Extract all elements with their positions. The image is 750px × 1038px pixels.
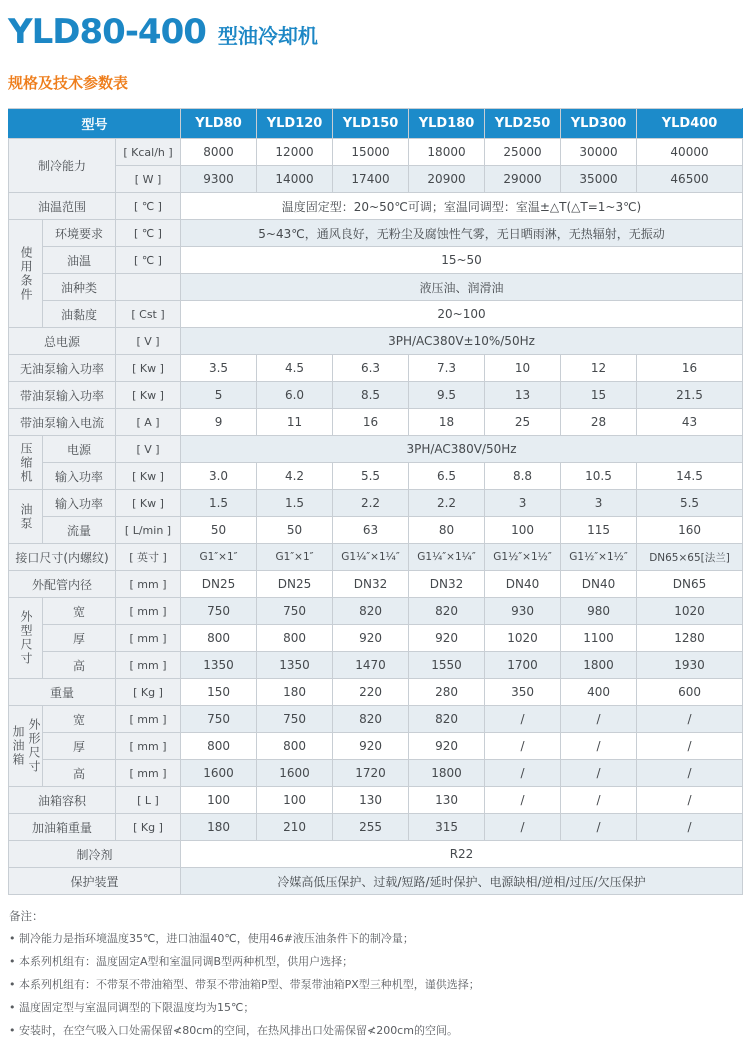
cell-value: / <box>637 787 743 814</box>
cell-value: 28 <box>561 409 637 436</box>
cell-value: 180 <box>181 814 257 841</box>
row-label: 油黏度 <box>43 301 116 328</box>
row-group-label <box>9 436 43 490</box>
cell-value: 1.5 <box>181 490 257 517</box>
cell-value: G1″×1″ <box>181 544 257 571</box>
cell-value: 46500 <box>637 166 743 193</box>
cell-value: 6.5 <box>409 463 485 490</box>
table-row <box>9 274 743 301</box>
cell-value: 10 <box>485 355 561 382</box>
row-label: 厚 <box>43 625 116 652</box>
row-label: 重量 <box>9 679 116 706</box>
table-row <box>9 571 743 598</box>
cell-value: 11 <box>257 409 333 436</box>
cell-value: 750 <box>257 598 333 625</box>
cell-value: 17400 <box>333 166 409 193</box>
table-row <box>9 436 743 463</box>
cell-value: 3 <box>561 490 637 517</box>
row-unit: [ mm ] <box>116 706 181 733</box>
row-unit <box>116 274 181 301</box>
group-label-text: 使用条件 <box>19 245 33 302</box>
table-row <box>9 490 743 517</box>
table-row <box>9 301 743 328</box>
row-label: 电源 <box>43 436 116 463</box>
spec-table-head <box>9 109 743 139</box>
row-group-label <box>9 220 43 328</box>
row-label: 油温 <box>43 247 116 274</box>
cell-value: 800 <box>181 733 257 760</box>
page-title-model: YLD80-400 <box>8 12 206 52</box>
table-row <box>9 382 743 409</box>
cell-value: 3 <box>485 490 561 517</box>
table-row <box>9 517 743 544</box>
cell-value: 130 <box>333 787 409 814</box>
table-header-yld120: YLD120 <box>257 109 333 139</box>
cell-value: 5.5 <box>333 463 409 490</box>
merged-value: 15~50 <box>181 247 743 274</box>
merged-value: 5~43℃，通风良好，无粉尘及腐蚀性气雾，无日晒雨淋，无热辐射，无振动 <box>181 220 743 247</box>
cell-value: 8.5 <box>333 382 409 409</box>
merged-value: 3PH/AC380V±10%/50Hz <box>181 328 743 355</box>
merged-value: 温度固定型：20~50℃可调；室温同调型：室温±△T(△T=1~3℃) <box>181 193 743 220</box>
table-row <box>9 247 743 274</box>
row-unit: [ Kw ] <box>116 355 181 382</box>
cell-value: / <box>561 787 637 814</box>
cell-value: G1¼″×1¼″ <box>333 544 409 571</box>
merged-value: 冷媒高低压保护、过载/短路/延时保护、电源缺相/逆相/过压/欠压保护 <box>181 868 743 895</box>
group-label-text: 压缩机 <box>19 441 33 484</box>
cell-value: / <box>561 706 637 733</box>
cell-value: 1600 <box>257 760 333 787</box>
cell-value: 1.5 <box>257 490 333 517</box>
row-unit: [ ℃ ] <box>116 193 181 220</box>
cell-value: / <box>561 760 637 787</box>
cell-value: 820 <box>333 706 409 733</box>
cell-value: 8000 <box>181 139 257 166</box>
note-item: • 安装时，在空气吸入口处需保留≮80cm的空间，在热风排出口处需保留≮200cm的空间。 <box>9 1022 742 1038</box>
row-unit: [ Cst ] <box>116 301 181 328</box>
cell-value: 20900 <box>409 166 485 193</box>
cell-value: 100 <box>485 517 561 544</box>
row-unit: [ Kg ] <box>116 814 181 841</box>
cell-value: DN25 <box>181 571 257 598</box>
table-row <box>9 220 743 247</box>
cell-value: / <box>485 760 561 787</box>
cell-value: 750 <box>181 598 257 625</box>
cell-value: 80 <box>409 517 485 544</box>
cell-value: DN25 <box>257 571 333 598</box>
row-label: 带油泵输入功率 <box>9 382 116 409</box>
row-label: 无油泵输入功率 <box>9 355 116 382</box>
table-header-model: 型号 <box>9 109 181 139</box>
cell-value: 5.5 <box>637 490 743 517</box>
cell-value: 750 <box>257 706 333 733</box>
table-header-yld150: YLD150 <box>333 109 409 139</box>
cell-value: G1½″×1½″ <box>485 544 561 571</box>
cell-value: 210 <box>257 814 333 841</box>
cell-value: 750 <box>181 706 257 733</box>
cell-value: 600 <box>637 679 743 706</box>
cell-value: 1800 <box>561 652 637 679</box>
cell-value: 40000 <box>637 139 743 166</box>
row-group-label <box>9 490 43 544</box>
table-row <box>9 733 743 760</box>
row-label: 流量 <box>43 517 116 544</box>
row-unit: [ L ] <box>116 787 181 814</box>
cell-value: 4.2 <box>257 463 333 490</box>
spec-table-header-row <box>9 109 743 139</box>
table-row <box>9 166 743 193</box>
cell-value: 255 <box>333 814 409 841</box>
group-label-text: 外型尺寸 <box>19 610 33 666</box>
row-label: 输入功率 <box>43 490 116 517</box>
cell-value: / <box>485 733 561 760</box>
note-item: • 本系列机组有：温度固定A型和室温同调B型两种机型，供用户选择； <box>9 953 742 969</box>
row-unit: [ 英寸 ] <box>116 544 181 571</box>
row-label: 制冷能力 <box>9 139 116 193</box>
cell-value: 35000 <box>561 166 637 193</box>
cell-value: 29000 <box>485 166 561 193</box>
cell-value: 2.2 <box>333 490 409 517</box>
cell-value: 160 <box>637 517 743 544</box>
cell-value: 150 <box>181 679 257 706</box>
table-row <box>9 193 743 220</box>
cell-value: / <box>561 814 637 841</box>
cell-value: / <box>637 814 743 841</box>
cell-value: 100 <box>257 787 333 814</box>
row-unit: [ V ] <box>116 328 181 355</box>
row-label: 宽 <box>43 598 116 625</box>
row-label: 环境要求 <box>43 220 116 247</box>
spec-table <box>8 108 743 895</box>
cell-value: 1350 <box>257 652 333 679</box>
table-row <box>9 787 743 814</box>
group-label-text: 油泵 <box>19 502 33 531</box>
cell-value: 115 <box>561 517 637 544</box>
cell-value: 30000 <box>561 139 637 166</box>
cell-value: 2.2 <box>409 490 485 517</box>
note-item: • 温度固定型与室温同调型的下限温度均为15℃； <box>9 999 742 1015</box>
cell-value: 15 <box>561 382 637 409</box>
cell-value: 800 <box>257 733 333 760</box>
table-row <box>9 652 743 679</box>
cell-value: DN65 <box>637 571 743 598</box>
row-unit: [ ℃ ] <box>116 247 181 274</box>
cell-value: 25 <box>485 409 561 436</box>
table-row <box>9 868 743 895</box>
cell-value: 9.5 <box>409 382 485 409</box>
row-label: 高 <box>43 652 116 679</box>
notes-section <box>8 908 742 1038</box>
cell-value: / <box>485 787 561 814</box>
cell-value: 920 <box>333 625 409 652</box>
cell-value: 10.5 <box>561 463 637 490</box>
cell-value: DN32 <box>333 571 409 598</box>
cell-value: DN32 <box>409 571 485 598</box>
cell-value: 1720 <box>333 760 409 787</box>
cell-value: DN65×65[法兰] <box>637 544 743 571</box>
cell-value: 820 <box>409 598 485 625</box>
row-unit: [ mm ] <box>116 625 181 652</box>
cell-value: 3.0 <box>181 463 257 490</box>
merged-value: R22 <box>181 841 743 868</box>
cell-value: 1350 <box>181 652 257 679</box>
row-label: 制冷剂 <box>9 841 181 868</box>
cell-value: 920 <box>333 733 409 760</box>
cell-value: 350 <box>485 679 561 706</box>
table-row <box>9 328 743 355</box>
cell-value: 6.0 <box>257 382 333 409</box>
row-label: 带油泵输入电流 <box>9 409 116 436</box>
notes-list <box>9 930 742 1038</box>
row-label: 高 <box>43 760 116 787</box>
note-item: • 本系列机组有：不带泵不带油箱型、带泵不带油箱P型、带泵带油箱PX型三种机型，谨供选择； <box>9 976 742 992</box>
cell-value: / <box>485 706 561 733</box>
row-label: 输入功率 <box>43 463 116 490</box>
cell-value: 920 <box>409 733 485 760</box>
cell-value: 16 <box>333 409 409 436</box>
row-label: 厚 <box>43 733 116 760</box>
row-label: 油温范围 <box>9 193 116 220</box>
table-header-yld180: YLD180 <box>409 109 485 139</box>
cell-value: / <box>637 706 743 733</box>
cell-value: 180 <box>257 679 333 706</box>
row-label: 油箱容积 <box>9 787 116 814</box>
merged-value: 20~100 <box>181 301 743 328</box>
cell-value: 1700 <box>485 652 561 679</box>
group-label-text: 外形尺寸 <box>27 718 41 774</box>
cell-value: 7.3 <box>409 355 485 382</box>
cell-value: DN40 <box>561 571 637 598</box>
cell-value: 1020 <box>637 598 743 625</box>
row-unit: [ L/min ] <box>116 517 181 544</box>
cell-value: G1¼″×1¼″ <box>409 544 485 571</box>
row-label: 总电源 <box>9 328 116 355</box>
cell-value: 820 <box>333 598 409 625</box>
row-label: 保护装置 <box>9 868 181 895</box>
row-unit: [ ℃ ] <box>116 220 181 247</box>
row-unit: [ Kw ] <box>116 382 181 409</box>
cell-value: 1470 <box>333 652 409 679</box>
group-label-text: 加油箱 <box>11 725 25 767</box>
row-unit: [ Kcal/h ] <box>116 139 181 166</box>
cell-value: 1280 <box>637 625 743 652</box>
cell-value: 1930 <box>637 652 743 679</box>
cell-value: 1100 <box>561 625 637 652</box>
cell-value: 13 <box>485 382 561 409</box>
cell-value: 1550 <box>409 652 485 679</box>
cell-value: 9300 <box>181 166 257 193</box>
table-header-yld250: YLD250 <box>485 109 561 139</box>
cell-value: 280 <box>409 679 485 706</box>
cell-value: 18 <box>409 409 485 436</box>
cell-value: 1800 <box>409 760 485 787</box>
cell-value: 800 <box>257 625 333 652</box>
row-label: 宽 <box>43 706 116 733</box>
row-unit: [ mm ] <box>116 598 181 625</box>
cell-value: 130 <box>409 787 485 814</box>
row-label: 加油箱重量 <box>9 814 116 841</box>
cell-value: 63 <box>333 517 409 544</box>
cell-value: 12 <box>561 355 637 382</box>
cell-value: 14000 <box>257 166 333 193</box>
cell-value: 315 <box>409 814 485 841</box>
table-row <box>9 598 743 625</box>
table-row <box>9 679 743 706</box>
page-title-suffix: 型油冷却机 <box>217 24 318 48</box>
cell-value: / <box>485 814 561 841</box>
cell-value: 50 <box>181 517 257 544</box>
cell-value: 3.5 <box>181 355 257 382</box>
row-group-label <box>9 598 43 679</box>
merged-value: 液压油、润滑油 <box>181 274 743 301</box>
table-row <box>9 544 743 571</box>
cell-value: 820 <box>409 706 485 733</box>
cell-value: 21.5 <box>637 382 743 409</box>
row-unit: [ mm ] <box>116 760 181 787</box>
row-label: 接口尺寸(内螺纹) <box>9 544 116 571</box>
table-row <box>9 814 743 841</box>
cell-value: 220 <box>333 679 409 706</box>
cell-value: 400 <box>561 679 637 706</box>
spec-table-body <box>9 139 743 895</box>
notes-title: 备注： <box>9 909 44 923</box>
cell-value: G1½″×1½″ <box>561 544 637 571</box>
table-header-yld80: YLD80 <box>181 109 257 139</box>
cell-value: 16 <box>637 355 743 382</box>
row-unit: [ Kg ] <box>116 679 181 706</box>
cell-value: G1″×1″ <box>257 544 333 571</box>
table-row <box>9 139 743 166</box>
cell-value: 25000 <box>485 139 561 166</box>
section-subtitle: 规格及技术参数表 <box>8 74 129 92</box>
row-unit: [ Kw ] <box>116 463 181 490</box>
table-row <box>9 706 743 733</box>
cell-value: DN40 <box>485 571 561 598</box>
row-group-label <box>9 706 43 787</box>
row-unit: [ W ] <box>116 166 181 193</box>
table-row <box>9 409 743 436</box>
cell-value: 4.5 <box>257 355 333 382</box>
cell-value: 43 <box>637 409 743 436</box>
row-unit: [ mm ] <box>116 733 181 760</box>
table-header-yld400: YLD400 <box>637 109 743 139</box>
note-item: • 制冷能力是指环境温度35℃，进口油温40℃，使用46#液压油条件下的制冷量； <box>9 930 742 946</box>
cell-value: 980 <box>561 598 637 625</box>
cell-value: / <box>561 733 637 760</box>
cell-value: 930 <box>485 598 561 625</box>
cell-value: 100 <box>181 787 257 814</box>
cell-value: 15000 <box>333 139 409 166</box>
cell-value: 6.3 <box>333 355 409 382</box>
row-unit: [ Kw ] <box>116 490 181 517</box>
table-row <box>9 355 743 382</box>
cell-value: 1020 <box>485 625 561 652</box>
cell-value: 8.8 <box>485 463 561 490</box>
cell-value: 18000 <box>409 139 485 166</box>
cell-value: 50 <box>257 517 333 544</box>
page-title <box>8 8 742 52</box>
cell-value: 12000 <box>257 139 333 166</box>
table-row <box>9 463 743 490</box>
cell-value: 5 <box>181 382 257 409</box>
row-unit: [ mm ] <box>116 571 181 598</box>
cell-value: 920 <box>409 625 485 652</box>
row-unit: [ V ] <box>116 436 181 463</box>
cell-value: / <box>637 760 743 787</box>
row-unit: [ mm ] <box>116 652 181 679</box>
cell-value: 9 <box>181 409 257 436</box>
table-header-yld300: YLD300 <box>561 109 637 139</box>
table-row <box>9 625 743 652</box>
cell-value: 1600 <box>181 760 257 787</box>
table-row <box>9 760 743 787</box>
row-unit: [ A ] <box>116 409 181 436</box>
cell-value: / <box>637 733 743 760</box>
merged-value: 3PH/AC380V/50Hz <box>181 436 743 463</box>
cell-value: 14.5 <box>637 463 743 490</box>
row-label: 外配管内径 <box>9 571 116 598</box>
table-row <box>9 841 743 868</box>
cell-value: 800 <box>181 625 257 652</box>
row-label: 油种类 <box>43 274 116 301</box>
